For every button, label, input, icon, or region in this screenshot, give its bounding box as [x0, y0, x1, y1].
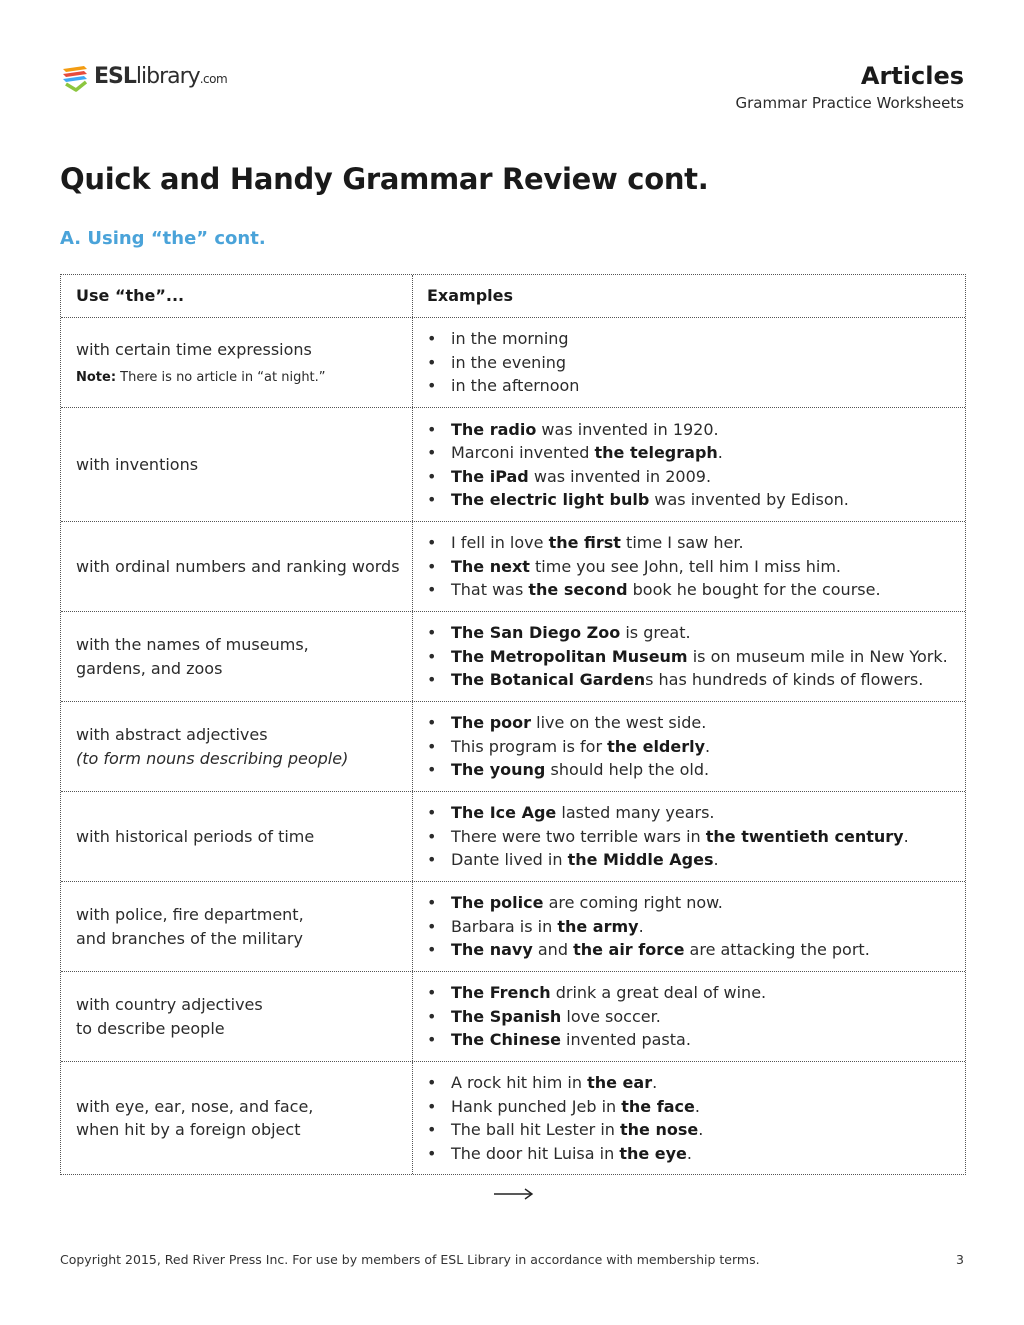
example-bold-text: the second [528, 580, 628, 600]
example-text: . [694, 1096, 700, 1116]
example-item [427, 825, 965, 849]
example-item [427, 735, 965, 759]
example-item [427, 1028, 965, 1052]
example-bold-text: The Metropolitan Museum [451, 646, 688, 666]
example-text: drink a great deal of wine. [550, 983, 767, 1003]
esl-library-logo [60, 60, 227, 94]
table-row [61, 1062, 965, 1174]
example-bold-text: the twentieth century [705, 826, 904, 846]
note-label: Note: [76, 370, 117, 386]
use-cell [61, 318, 413, 407]
example-text: There were two terrible wars in [451, 826, 706, 846]
use-text: when hit by a foreign object [76, 1120, 301, 1139]
section-title: A. Using “the” cont. [60, 228, 266, 249]
example-text: Hank punched Jeb in [451, 1096, 622, 1116]
example-bold-text: the ear [587, 1073, 653, 1092]
example-bold-text: The electric light bulb [451, 490, 650, 509]
example-item [427, 374, 965, 398]
example-text: Barbara is in [451, 916, 558, 936]
example-text: . [903, 826, 909, 846]
example-text: . [652, 1073, 658, 1092]
header-right [736, 62, 964, 114]
use-text: with the names of museums, [76, 635, 309, 654]
example-item [427, 621, 965, 645]
example-bold-text: the telegraph [594, 443, 718, 462]
example-text: This program is for [451, 736, 608, 756]
example-list [427, 711, 965, 782]
use-text: gardens, and zoos [76, 658, 223, 678]
example-bold-text: The Chinese [451, 1030, 561, 1050]
worksheet-subtitle: Grammar Practice Worksheets [735, 94, 964, 112]
use-text: with historical periods of time [76, 826, 315, 846]
worksheet-title: Articles [860, 62, 964, 90]
note-text: There is no article in “at night.” [116, 370, 326, 386]
example-text: time I saw her. [620, 533, 744, 553]
example-text: should help the old. [545, 760, 710, 780]
table-row [61, 612, 965, 702]
example-item [427, 418, 965, 442]
example-bold-text: The poor [451, 713, 532, 733]
example-text: in the afternoon [451, 376, 580, 396]
example-text: The door hit Luisa in [451, 1143, 620, 1163]
example-text: live on the west side. [531, 713, 707, 733]
example-text: was invented by Edison. [649, 490, 849, 509]
example-text: . [638, 916, 644, 936]
example-item [427, 891, 965, 915]
table-row [61, 882, 965, 972]
example-item [427, 848, 965, 872]
example-bold-text: the face [621, 1096, 695, 1116]
example-list [427, 531, 965, 602]
examples-cell [413, 1062, 965, 1174]
example-text: That was [451, 580, 529, 600]
example-list [427, 801, 965, 872]
page-title: Quick and Handy Grammar Review cont. [60, 162, 709, 196]
example-bold-text: The radio [451, 419, 537, 439]
example-item [427, 1095, 965, 1119]
table-row [61, 522, 965, 612]
example-item [427, 981, 965, 1005]
table-row [61, 318, 965, 408]
example-text: invented pasta. [560, 1030, 691, 1050]
example-text: . [713, 850, 719, 870]
header-use: Use “the”... [61, 275, 413, 317]
example-text: in the evening [451, 352, 567, 372]
example-text: s has hundreds of kinds of flowers. [645, 670, 924, 690]
example-bold-text: the nose [620, 1120, 699, 1139]
use-cell [61, 792, 413, 881]
example-bold-text: The Botanical Garden [451, 670, 646, 690]
use-cell [61, 408, 413, 521]
copyright-text: Copyright 2015, Red River Press Inc. For use by members of ESL Library in accordance with membership terms. [60, 1252, 760, 1267]
example-text: . [698, 1120, 704, 1139]
example-bold-text: The young [451, 760, 546, 780]
example-bold-text: The San Diego Zoo [451, 623, 621, 643]
table-row [61, 408, 965, 522]
use-cell [61, 882, 413, 971]
use-cell [61, 522, 413, 611]
examples-cell [413, 522, 965, 611]
example-item [427, 531, 965, 555]
grammar-table [60, 274, 966, 1175]
example-bold-text: the air force [573, 940, 685, 960]
table-header-row [61, 275, 965, 318]
table-row [61, 972, 965, 1062]
example-bold-text: the Middle Ages [567, 850, 714, 870]
long-right-arrow-icon [494, 1183, 534, 1205]
use-text: with inventions [76, 454, 199, 474]
example-bold-text: the army [557, 916, 639, 936]
example-list [427, 327, 965, 398]
example-list [427, 1071, 965, 1165]
example-item [427, 441, 965, 465]
example-text: love soccer. [561, 1006, 661, 1026]
logo-wordmark: ESLlibrary.com [94, 64, 228, 89]
example-list [427, 418, 965, 512]
example-item [427, 938, 965, 962]
use-text: with police, fire department, [76, 905, 304, 924]
example-text: was invented in 2009. [528, 466, 712, 486]
example-text: lasted many years. [556, 803, 715, 823]
table-row [61, 792, 965, 882]
example-item [427, 801, 965, 825]
example-text: in the morning [451, 329, 569, 349]
use-text: with ordinal numbers and ranking words [76, 556, 400, 576]
example-bold-text: The next [451, 556, 530, 576]
examples-cell [413, 882, 965, 971]
example-item [427, 555, 965, 579]
examples-cell [413, 408, 965, 521]
example-item [427, 1071, 965, 1095]
use-text: to describe people [76, 1018, 225, 1038]
example-bold-text: The French [451, 983, 551, 1003]
example-bold-text: the elderly [607, 736, 706, 756]
table-row [61, 702, 965, 792]
example-text: . [705, 736, 711, 756]
use-text: with eye, ear, nose, and face, [76, 1096, 314, 1116]
note [76, 369, 412, 387]
example-text: are attacking the port. [684, 940, 870, 960]
example-text: . [686, 1143, 692, 1163]
example-text: is great. [620, 623, 691, 643]
example-text: A rock hit him in [451, 1073, 588, 1092]
examples-cell [413, 612, 965, 701]
example-item [427, 758, 965, 782]
examples-cell [413, 318, 965, 407]
example-text: The ball hit Lester in [451, 1120, 620, 1139]
example-text: was invented in 1920. [536, 419, 719, 439]
use-text: with abstract adjectives [76, 725, 268, 744]
example-item [427, 668, 965, 692]
examples-cell [413, 702, 965, 791]
example-list [427, 981, 965, 1052]
example-text: Dante lived in [451, 850, 568, 870]
example-text: . [717, 443, 723, 462]
example-text: and [532, 940, 574, 960]
example-bold-text: The Spanish [451, 1006, 562, 1026]
example-bold-text: The navy [451, 940, 533, 960]
use-cell [61, 972, 413, 1061]
page-number: 3 [956, 1252, 964, 1267]
example-item [427, 488, 965, 512]
example-bold-text: The iPad [451, 466, 529, 486]
use-cell [61, 612, 413, 701]
example-text: is on museum mile in New York. [687, 646, 948, 666]
use-text: with certain time expressions [76, 339, 312, 359]
use-cell [61, 1062, 413, 1174]
example-item [427, 645, 965, 669]
example-text: I fell in love [451, 533, 549, 553]
example-text: are coming right now. [543, 893, 723, 913]
example-item [427, 1118, 965, 1142]
example-item [427, 578, 965, 602]
example-bold-text: the eye [619, 1143, 687, 1163]
example-text: time you see John, tell him I miss him. [529, 556, 842, 576]
example-item [427, 351, 965, 375]
use-text: with country adjectives [76, 995, 263, 1014]
example-text: Marconi invented [451, 443, 595, 462]
example-item [427, 327, 965, 351]
example-item [427, 915, 965, 939]
example-item [427, 465, 965, 489]
books-logo-icon [60, 62, 90, 92]
use-text: (to form nouns describing people) [76, 748, 349, 768]
example-item [427, 1142, 965, 1166]
example-text: book he bought for the course. [627, 580, 881, 600]
use-cell [61, 702, 413, 791]
example-list [427, 891, 965, 962]
examples-cell [413, 972, 965, 1061]
example-list [427, 621, 965, 692]
example-item [427, 711, 965, 735]
use-text: and branches of the military [76, 928, 303, 948]
example-item [427, 1005, 965, 1029]
example-bold-text: The Ice Age [451, 803, 557, 823]
examples-cell [413, 792, 965, 881]
header-examples: Examples [427, 286, 514, 306]
example-bold-text: the first [548, 533, 621, 553]
example-bold-text: The police [451, 893, 544, 913]
